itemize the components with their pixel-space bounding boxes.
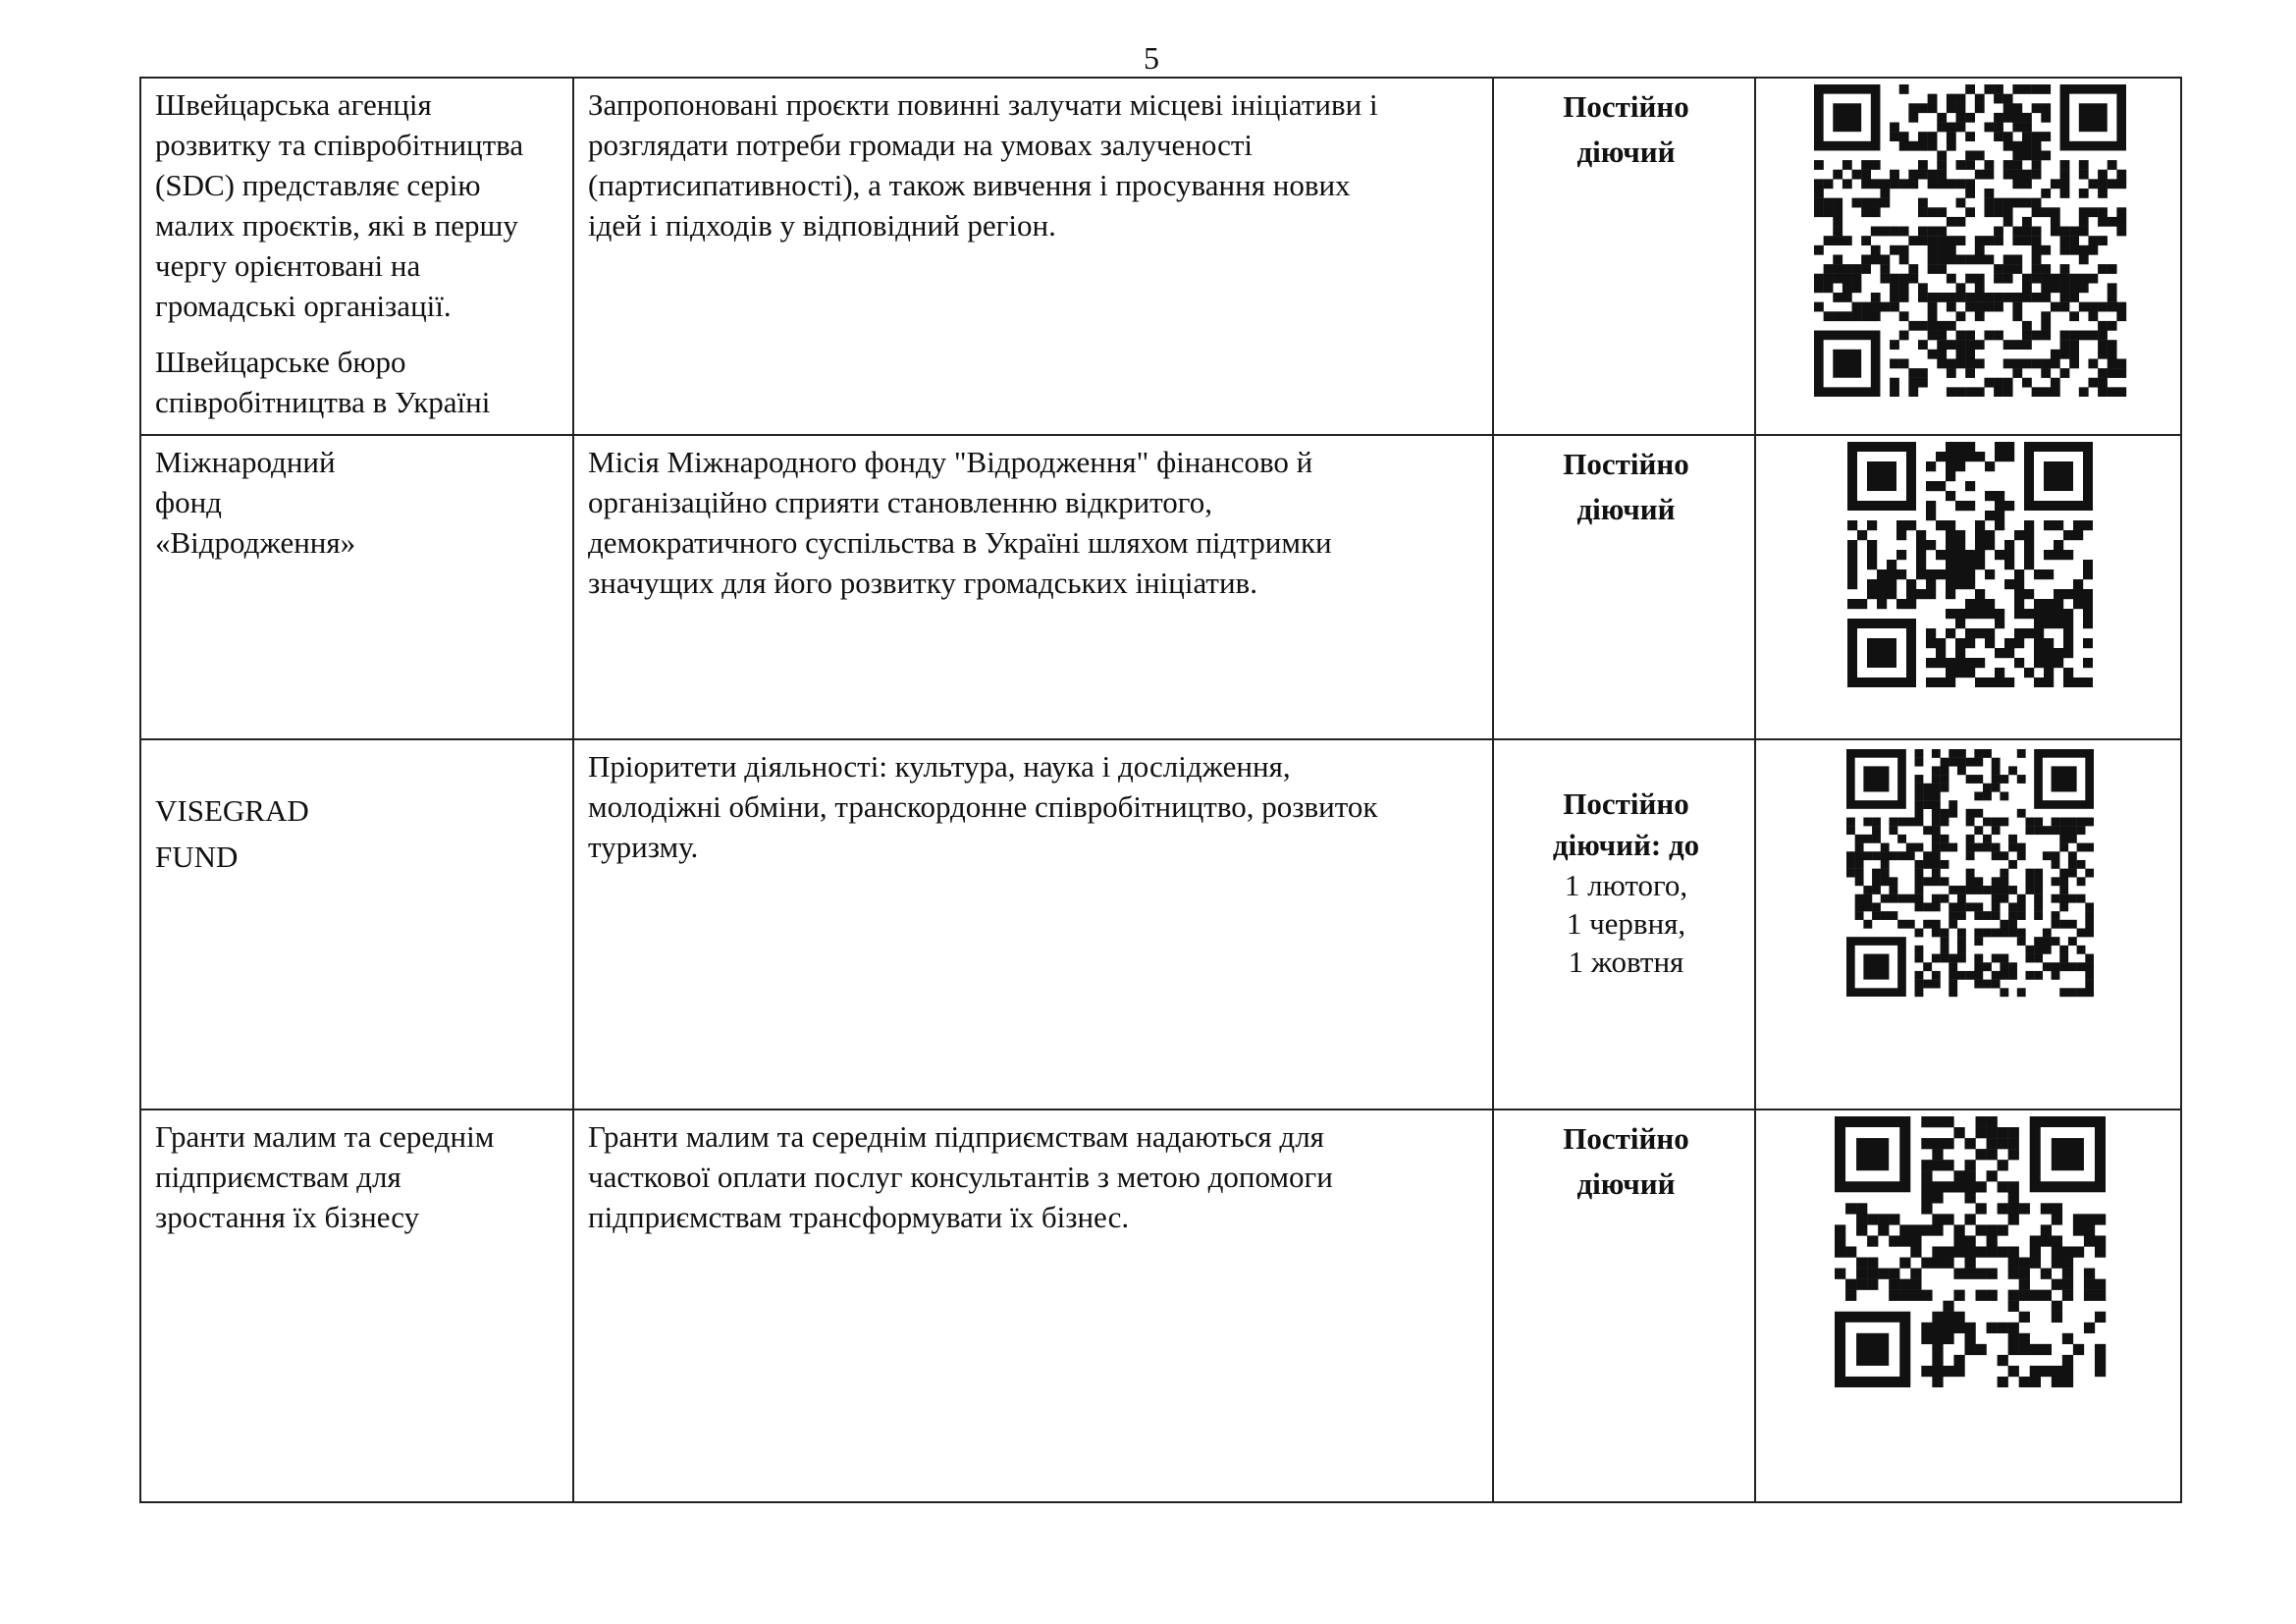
table-row (140, 78, 2181, 435)
organization-line: Швейцарська агенція (155, 87, 432, 122)
description-line: організаційно сприяти становленню відкритого, (588, 485, 1212, 519)
description-cell (573, 739, 1493, 1110)
qr-code-icon[interactable] (1810, 84, 2130, 397)
organization-line: підприємствам для (155, 1160, 401, 1194)
qr-code-icon[interactable] (1831, 1116, 2109, 1387)
description-cell (573, 78, 1493, 435)
table-row (140, 1110, 2181, 1502)
organization-line: Гранти малим та середнім (155, 1119, 495, 1154)
description-cell (573, 1110, 1493, 1502)
description-line: ідей і підходів у відповідний регіон. (588, 208, 1056, 243)
status-cell (1493, 435, 1755, 739)
organization-line: малих проєктів, які в першу (155, 208, 518, 243)
qr-cell (1755, 739, 2181, 1110)
description-line: часткової оплати послуг консультантів з метою допомоги (588, 1160, 1333, 1194)
description-line: Пріоритети діяльності: культура, наука і дослідження, (588, 749, 1291, 784)
organization-cell (140, 739, 573, 1110)
status-cell (1493, 739, 1755, 1110)
qr-code-icon[interactable] (1846, 746, 2094, 1000)
organization-line: Міжнародний (155, 445, 336, 479)
qr-cell (1755, 78, 2181, 435)
description-line: туризму. (588, 830, 699, 864)
status-text: Постійно (1563, 89, 1689, 124)
status-text: діючий (1576, 1166, 1676, 1201)
grants-table (139, 77, 2182, 1503)
organization-line: FUND (155, 839, 239, 874)
status-cell (1493, 78, 1755, 435)
table-row (140, 435, 2181, 739)
description-line: Гранти малим та середнім підприємствам надаються для (588, 1119, 1324, 1154)
description-line: Місія Міжнародного фонду "Відродження" фінансово й (588, 445, 1313, 479)
organization-cell (140, 1110, 573, 1502)
status-text: Постійно (1563, 447, 1689, 481)
page-number: 5 (1144, 40, 1159, 76)
organization-cell (140, 435, 573, 739)
organization-line: розвитку та співробітництва (155, 128, 524, 162)
description-cell (573, 435, 1493, 739)
description-line: Запропоновані проєкти повинні залучати місцеві ініціативи і (588, 87, 1378, 122)
organization-line: громадські організації. (155, 289, 452, 323)
qr-cell (1755, 435, 2181, 739)
description-line: демократичного суспільства в Україні шляхом підтримки (588, 525, 1332, 560)
status-text: діючий (1576, 135, 1676, 169)
organization-cell (140, 78, 573, 435)
qr-cell (1755, 1110, 2181, 1502)
status-text: діючий (1576, 492, 1676, 526)
organization-line: зростання їх бізнесу (155, 1200, 420, 1234)
table-row (140, 739, 2181, 1110)
deadline-text: 1 лютого, (1564, 868, 1688, 902)
organization-subtitle-line: співробітництва в Україні (155, 385, 491, 419)
organization-line: (SDC) представляє серію (155, 168, 481, 202)
description-line: розглядати потреби громади на умовах залученості (588, 128, 1254, 162)
description-line: підприємствам трансформувати їх бізнес. (588, 1200, 1130, 1234)
qr-code-icon[interactable] (1847, 442, 2093, 687)
description-line: значущих для його розвитку громадських ініціатив. (588, 566, 1257, 600)
deadline-text: 1 червня, (1566, 906, 1686, 941)
description-line: молодіжні обміни, транскордонне співробітництво, розвиток (588, 789, 1378, 824)
organization-line: чергу орієнтовані на (155, 248, 421, 283)
deadline-text: 1 жовтня (1568, 945, 1684, 979)
organization-line: «Відродження» (155, 525, 356, 560)
description-line: (партисипативності), а також вивчення і просування нових (588, 168, 1351, 202)
organization-line: фонд (155, 485, 222, 519)
status-text: діючий: до (1552, 828, 1700, 862)
status-cell (1493, 1110, 1755, 1502)
organization-line: VISEGRAD (155, 793, 309, 828)
organization-subtitle-line: Швейцарське бюро (155, 345, 406, 379)
status-text: Постійно (1563, 1121, 1689, 1156)
status-text: Постійно (1563, 786, 1689, 821)
